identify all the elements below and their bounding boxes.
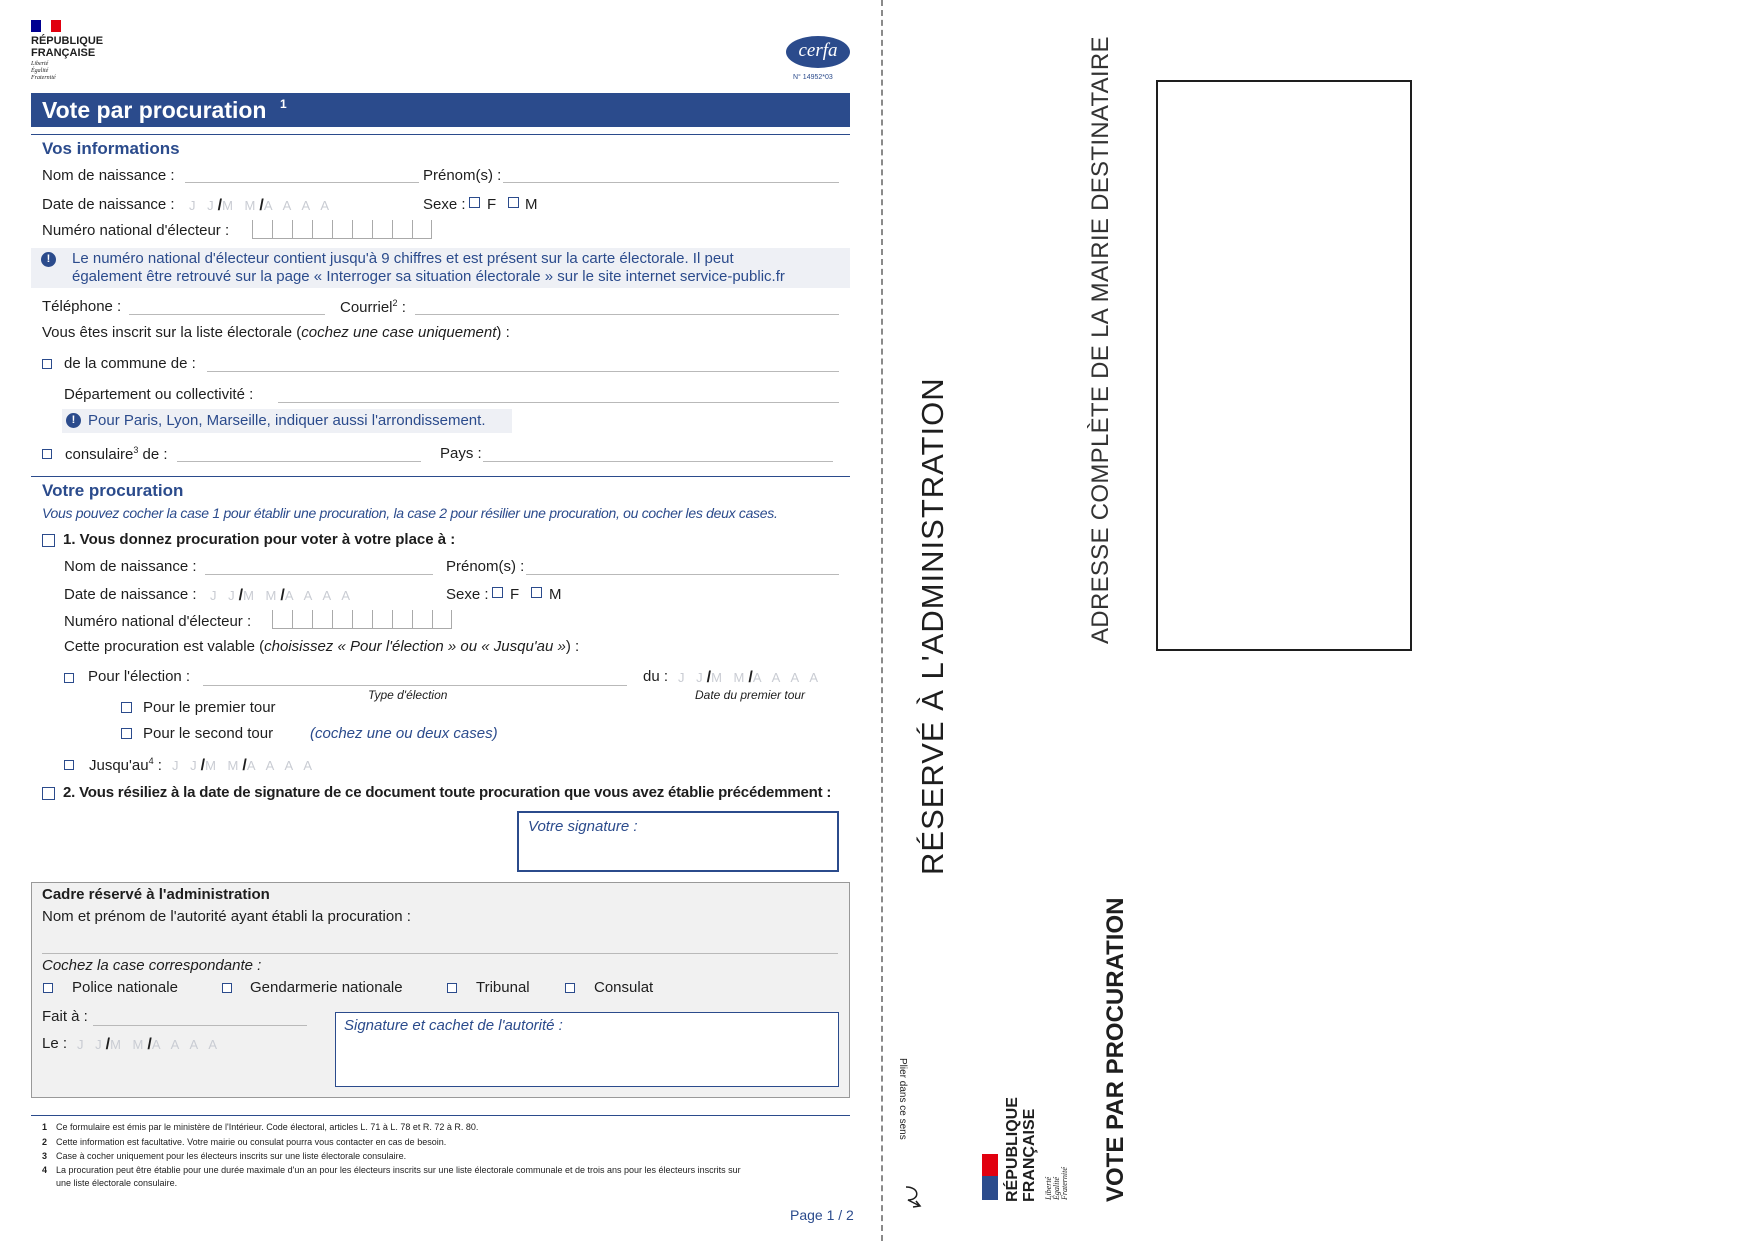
signature-cachet-label: Signature et cachet de l'autorité : <box>344 1017 563 1034</box>
courriel-field[interactable] <box>415 314 839 315</box>
footnote-text: Ce formulaire est émis par le ministère de l'Intérieur. Code électoral, articles L. 71 à L. 78 et R. 72 à R. 80. <box>56 1122 479 1132</box>
date-slash: / <box>242 757 247 774</box>
republique-line1-rotated: RÉPUBLIQUE <box>1004 1097 1021 1202</box>
inscrit-italic: cochez une case uniquement <box>301 324 497 341</box>
valable-italic: choisissez « Pour l'élection » ou « Jusqu'au » <box>264 638 566 655</box>
date-month: M M <box>110 1037 148 1052</box>
date-month: M M <box>222 198 260 213</box>
cerfa-logo-text: cerfa <box>798 40 838 61</box>
fold-arrow-icon <box>898 1184 928 1210</box>
sexe-m-label: M <box>525 196 538 213</box>
consulaire-checkbox[interactable] <box>42 449 52 459</box>
commune-field[interactable] <box>207 371 839 372</box>
footnotes-rule <box>31 1115 850 1116</box>
mandataire-sexe-f-label: F <box>510 586 520 603</box>
date-slash: / <box>147 1036 152 1053</box>
departement-field[interactable] <box>278 402 839 403</box>
cochez-tours-hint: (cochez une ou deux cases) <box>310 725 498 742</box>
pays-label: Pays : <box>440 445 482 462</box>
motto-1-rotated: Liberté <box>1044 1176 1053 1200</box>
date-day: J J <box>77 1037 106 1052</box>
date-month: M M <box>711 670 749 685</box>
motto-1: Liberté <box>31 61 49 67</box>
mandataire-sexe-label: Sexe : <box>446 586 489 603</box>
page-number: Page 1 / 2 <box>790 1207 854 1223</box>
prenom-label: Prénom(s) : <box>423 167 502 184</box>
le-date-field[interactable] <box>77 1036 221 1054</box>
procuration-subtitle: Vous pouvez cocher la case 1 pour établir une procuration, la case 2 pour résilier une procuration, ou cocher les deux cases. <box>42 505 778 521</box>
option1-label: 1. Vous donnez procuration pour voter à votre place à : <box>63 531 456 548</box>
inscrit-label <box>42 324 510 341</box>
courriel-label <box>340 298 406 316</box>
courriel-label-text: Courriel <box>340 299 393 316</box>
mandataire-sexe-m-checkbox[interactable] <box>531 587 542 598</box>
gendarmerie-label: Gendarmerie nationale <box>250 979 403 996</box>
option2-checkbox[interactable] <box>42 787 55 800</box>
date-year: A A A A <box>284 588 355 603</box>
date-label: Date de naissance : <box>42 196 175 213</box>
footnote-ref: 3 <box>133 445 139 455</box>
date-day: J J <box>678 670 707 685</box>
mandataire-sexe-m-label: M <box>549 586 562 603</box>
title-sup: 1 <box>280 97 287 111</box>
footnote-text: Case à cocher uniquement pour les électeurs inscrits sur une liste électorale consulaire. <box>56 1151 407 1161</box>
date-year: A A A A <box>151 1037 222 1052</box>
date-slash: / <box>280 587 285 604</box>
plier-text: Plier dans ce sens <box>897 1058 908 1140</box>
tribunal-checkbox[interactable] <box>447 983 457 993</box>
premier-tour-date-field[interactable] <box>678 669 822 687</box>
second-tour-checkbox[interactable] <box>121 728 132 739</box>
sexe-f-checkbox[interactable] <box>469 197 480 208</box>
date-slash: / <box>706 669 712 686</box>
date-slash: / <box>200 757 206 774</box>
jusquau-colon: : <box>153 757 162 774</box>
republique-logo <box>31 18 111 88</box>
footnote-number: 4 <box>42 1165 48 1175</box>
type-election-caption: Type d'élection <box>368 688 448 702</box>
commune-label: de la commune de : <box>64 355 196 372</box>
mandataire-nom-label: Nom de naissance : <box>64 558 197 575</box>
fold-line <box>881 0 883 1241</box>
option2-label: 2. Vous résiliez à la date de signature de ce document toute procuration que vous avez établie précédemment : <box>63 784 832 801</box>
paris-info-text: Pour Paris, Lyon, Marseille, indiquer aussi l'arrondissement. <box>88 412 486 429</box>
du-label: du : <box>643 668 669 685</box>
footnote-text: une liste électorale consulaire. <box>56 1178 178 1188</box>
date-month: M M <box>205 758 243 773</box>
republique-line2-rotated: FRANÇAISE <box>1021 1108 1038 1202</box>
footnote <box>42 1165 842 1178</box>
consulaire-de: de : <box>138 446 168 463</box>
sexe-f-label: F <box>487 196 497 213</box>
consulaire-field[interactable] <box>177 461 421 462</box>
sexe-label: Sexe : <box>423 196 466 213</box>
nne-info-box <box>31 248 850 288</box>
footnote-ref: 2 <box>392 298 398 308</box>
mandataire-nne-field[interactable] <box>272 610 452 629</box>
footnote-number: 1 <box>42 1122 48 1132</box>
second-tour-label: Pour le second tour <box>143 725 274 742</box>
date-day: J J <box>172 758 201 773</box>
motto-2: Égalité <box>31 68 49 74</box>
mandataire-nne-label: Numéro national d'électeur : <box>64 613 252 630</box>
footnote <box>42 1122 842 1137</box>
date-slash: / <box>748 669 753 686</box>
police-label: Police nationale <box>72 979 178 996</box>
gendarmerie-checkbox[interactable] <box>222 983 232 993</box>
fait-a-label: Fait à : <box>42 1008 88 1025</box>
nne-info-line2: également être retrouvé sur la page « Interroger sa situation électorale » sur le site internet service-public.fr <box>72 268 785 285</box>
republique-line1: RÉPUBLIQUE <box>31 35 104 47</box>
nom-label: Nom de naissance : <box>42 167 175 184</box>
footnote-ref: 4 <box>148 756 154 766</box>
reserve-administration: RÉSERVÉ À L'ADMINISTRATION <box>915 377 950 875</box>
footnotes <box>42 1122 842 1191</box>
cerfa-logo <box>786 36 850 68</box>
tel-field[interactable] <box>129 314 325 315</box>
footnote-number: 3 <box>42 1151 48 1161</box>
mandataire-date-field[interactable] <box>210 587 354 605</box>
consulat-checkbox[interactable] <box>565 983 575 993</box>
vote-par-procuration: VOTE PAR PROCURATION <box>1102 897 1129 1202</box>
cochez-label: Cochez la case correspondante : <box>42 957 262 974</box>
footnote <box>42 1151 842 1165</box>
jusquau-date-field[interactable] <box>172 757 316 775</box>
info-icon: ! <box>66 413 81 428</box>
nne-info-line1: Le numéro national d'électeur contient jusqu'à 9 chiffres et est présent sur la carte électorale. Il peut <box>72 250 734 267</box>
commune-checkbox[interactable] <box>42 359 52 369</box>
date-month: M M <box>243 588 281 603</box>
admin-title: Cadre réservé à l'administration <box>42 886 270 903</box>
date-year: A A A A <box>752 670 823 685</box>
premier-tour-date-caption: Date du premier tour <box>695 688 806 702</box>
nom-field[interactable] <box>185 182 419 183</box>
date-day: J J <box>210 588 239 603</box>
valable-text: ) : <box>565 638 580 655</box>
nne-field[interactable] <box>252 220 432 239</box>
police-checkbox[interactable] <box>43 983 53 993</box>
jusquau-label <box>89 756 162 774</box>
section-rule <box>31 134 850 135</box>
section-votre-procuration: Votre procuration <box>42 481 184 500</box>
date-year: A A A A <box>246 758 317 773</box>
mandataire-prenom-label: Prénom(s) : <box>446 558 525 575</box>
type-election-field[interactable] <box>203 685 627 686</box>
pour-election-checkbox[interactable] <box>64 673 74 683</box>
marianne-icon <box>982 1154 998 1200</box>
admin-box <box>31 882 850 1098</box>
paris-info-box <box>62 409 512 433</box>
votre-signature-box[interactable] <box>517 811 839 872</box>
inscrit-text: Vous êtes inscrit sur la liste électorale ( <box>42 324 302 341</box>
section-vos-informations: Vos informations <box>42 139 180 158</box>
autorite-label: Nom et prénom de l'autorité ayant établi la procuration : <box>42 908 411 925</box>
adresse-box[interactable] <box>1156 80 1412 651</box>
inscrit-text: ) : <box>496 324 510 341</box>
jusquau-checkbox[interactable] <box>64 760 74 770</box>
tel-label: Téléphone : <box>42 298 122 315</box>
consulat-label: Consulat <box>594 979 654 996</box>
date-slash: / <box>238 587 244 604</box>
date-field[interactable] <box>189 197 333 215</box>
departement-label: Département ou collectivité : <box>64 386 254 403</box>
footnote-text: Cette information est facultative. Votre mairie ou consulat pourra vous contacter en cas de besoin. <box>56 1137 447 1147</box>
republique-logo-rotated <box>982 1090 1072 1202</box>
date-day: J J <box>189 198 218 213</box>
sexe-m-checkbox[interactable] <box>508 197 519 208</box>
motto-2-rotated: Égalité <box>1052 1176 1061 1200</box>
nne-label: Numéro national d'électeur : <box>42 222 230 239</box>
autorite-field[interactable] <box>42 953 838 954</box>
date-slash: / <box>259 197 264 214</box>
prenom-field[interactable] <box>503 182 839 183</box>
motto-3-rotated: Fraternité <box>1060 1167 1069 1200</box>
mandataire-prenom-field[interactable] <box>526 574 839 575</box>
signature-cachet-box[interactable] <box>335 1012 839 1087</box>
consulaire-text: consulaire <box>65 446 134 463</box>
consulaire-label <box>65 445 168 463</box>
valable-label <box>64 638 579 655</box>
premier-tour-label: Pour le premier tour <box>143 699 276 716</box>
motto-3: Fraternité <box>31 75 56 81</box>
votre-signature-label: Votre signature : <box>528 818 638 835</box>
footnote <box>42 1178 842 1191</box>
cerfa-number: N° 14952*03 <box>793 74 833 81</box>
footnote <box>42 1137 842 1151</box>
pays-field[interactable] <box>483 461 833 462</box>
adresse-mairie: ADRESSE COMPLÈTE DE LA MAIRIE DESTINATAIRE <box>1087 36 1114 644</box>
valable-text: Cette procuration est valable ( <box>64 638 265 655</box>
mandataire-date-label: Date de naissance : <box>64 586 197 603</box>
pour-election-label: Pour l'élection : <box>88 668 191 685</box>
flag-icon <box>31 20 61 32</box>
premier-tour-checkbox[interactable] <box>121 702 132 713</box>
le-label: Le : <box>42 1035 68 1052</box>
section-rule <box>31 476 850 477</box>
republique-line2: FRANÇAISE <box>31 47 96 59</box>
tribunal-label: Tribunal <box>476 979 530 996</box>
courriel-colon: : <box>397 299 406 316</box>
option1-checkbox[interactable] <box>42 534 55 547</box>
fait-a-field[interactable] <box>93 1025 307 1026</box>
jusquau-text: Jusqu'au <box>89 757 149 774</box>
date-year: A A A A <box>263 198 334 213</box>
footnote-number: 2 <box>42 1137 48 1147</box>
date-slash: / <box>105 1036 111 1053</box>
mandataire-nom-field[interactable] <box>205 574 433 575</box>
mandataire-sexe-f-checkbox[interactable] <box>492 587 503 598</box>
page-title: Vote par procuration <box>42 97 267 123</box>
date-slash: / <box>217 197 223 214</box>
title-bar <box>31 93 850 127</box>
footnote-text: La procuration peut être établie pour une durée maximale d'un an pour les électeurs inscrits sur une liste électorale communale et de trois ans pour les électeurs inscrits sur <box>56 1165 741 1175</box>
info-icon: ! <box>41 252 56 267</box>
